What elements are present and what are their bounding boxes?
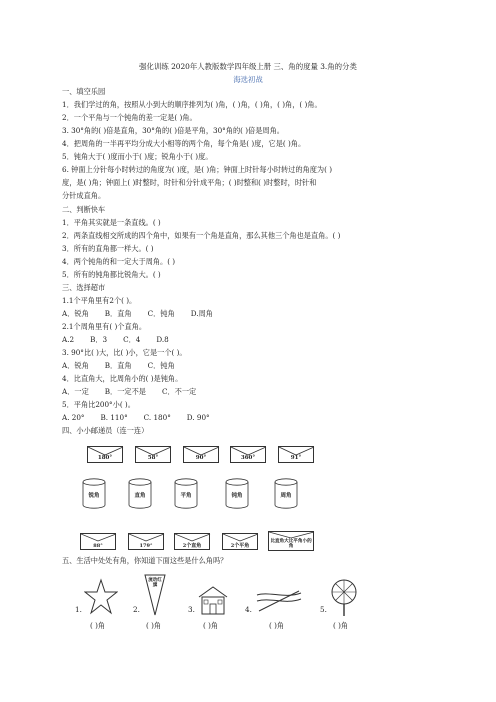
section2-heading: 二、判断快车 <box>62 205 106 214</box>
page-subtitle: 海选初战 <box>233 75 263 84</box>
s1-line-5: 5．钝角大于( )度而小于( )度；锐角小于( )度。 <box>62 152 213 161</box>
house-icon <box>197 585 229 615</box>
answer-blank-1[interactable]: ( )角 <box>90 621 106 630</box>
option-a: A．锐角 <box>62 309 89 318</box>
envelope-top-4: 360° <box>230 446 266 463</box>
s2-line-2: 2．两条直线相交所成的四个角中，如果有一个角是直角，那么其他三个角也是直角。( ) <box>62 231 341 240</box>
s3-q4: 4．比直角大，比周角小的( )是钝角。 <box>62 374 183 383</box>
option-a: A. 20° <box>62 413 85 422</box>
s1-line-4: 4．把周角的一半再平均分成大小相等的两个角，每个角是( )度，它是( )角。 <box>62 139 306 148</box>
answer-blank-5[interactable]: ( )角 <box>333 621 349 630</box>
option-b: B. 110° <box>100 413 128 422</box>
mailbox-2: 直角 <box>128 478 152 509</box>
option-c: C．钝角 <box>147 361 175 370</box>
answer-blank-4[interactable]: ( )角 <box>269 621 285 630</box>
envelope-bottom-3: 2个直角 <box>174 533 210 550</box>
s3-q3-options <box>62 361 191 371</box>
envelope-bottom-4: 2个平角 <box>222 533 258 550</box>
page-title: 强化训练 2020年人教版数学四年级上册 三、角的度量 3.角的分类 <box>139 62 357 71</box>
envelope-bottom-2: 179° <box>128 533 164 550</box>
envelope-top-5: 91° <box>278 446 314 463</box>
section3-heading: 三、选择超市 <box>62 283 106 292</box>
option-a: A．锐角 <box>62 361 89 370</box>
item-number-3: 3. <box>188 605 195 614</box>
star-icon <box>84 578 118 616</box>
section1-heading: 一、填空乐园 <box>62 87 106 96</box>
envelope-top-1: 180° <box>87 446 123 463</box>
mailbox-1: 锐角 <box>82 478 106 509</box>
s1-line-7: 度，是( )角；钟面上( )时整时，时针和分针成平角；( )时整和( )时整时，时针和 <box>62 178 317 187</box>
item-number-1: 1. <box>75 605 82 614</box>
s3-q1: 1.1个平角里有2个( )。 <box>62 296 137 305</box>
s1-line-3: 3. 30°角的( )倍是直角，30°角的( )倍是平角，30°角的( )倍是周角。 <box>62 126 284 135</box>
s2-line-1: 1．平角其实就是一条直线。( ) <box>62 218 161 227</box>
option-d: D.8 <box>156 335 169 344</box>
option-b: B．一定不是 <box>104 387 146 396</box>
mailbox-5: 周角 <box>274 478 298 509</box>
envelope-top-3: 90° <box>183 446 219 463</box>
s3-q3: 3. 90°比( )大，比( )小，它是一个( )。 <box>62 348 187 357</box>
option-c: C．不一定 <box>162 387 197 396</box>
s3-q5: 5．平角比200°小( )。 <box>62 400 135 409</box>
mailbox-3: 平角 <box>174 478 198 509</box>
answer-blank-2[interactable]: ( )角 <box>146 621 162 630</box>
fan-icon <box>330 578 358 618</box>
crossing-lines-icon <box>255 587 303 615</box>
option-b: B．直角 <box>104 361 132 370</box>
s1-line-8: 分针成直角。 <box>62 191 106 200</box>
option-d: D.周角 <box>190 309 213 318</box>
s2-line-3: 3．所有的直角都一样大。( ) <box>62 244 154 253</box>
s3-q1-options <box>62 309 229 319</box>
mailbox-4: 钝角 <box>225 478 249 509</box>
option-a: A．一定 <box>62 387 89 396</box>
option-c: C．钝角 <box>147 309 175 318</box>
option-c: C．4 <box>123 335 141 344</box>
option-b: B．3 <box>90 335 108 344</box>
item-number-4: 4. <box>245 605 252 614</box>
s2-line-4: 4．两个钝角的和一定大于周角。( ) <box>62 257 176 266</box>
s3-q2: 2.1个周角里有( )个直角。 <box>62 322 147 331</box>
flag-text: 流动红旗 <box>148 578 162 588</box>
option-c: C. 180° <box>143 413 171 422</box>
envelope-top-2: 58° <box>135 446 171 463</box>
answer-blank-3[interactable]: ( )角 <box>203 621 219 630</box>
s1-line-1: 1．我们学过的角，按照从小到大的顺序排列为( )角，( )角，( )角，( )角，( )角。 <box>62 100 322 109</box>
s2-line-5: 5．所有的钝角都比锐角大。( ) <box>62 270 161 279</box>
s1-line-6: 6. 钟面上分针每小时转过的角度为( )度，是( )角；钟面上时针每小时转过的角度为( ) <box>62 165 333 174</box>
option-d: D. 90° <box>186 413 210 422</box>
s3-q4-options <box>62 387 212 397</box>
s3-q2-options <box>62 335 185 345</box>
envelope-bottom-5: 比直角大比平角小的角 <box>268 531 314 551</box>
section4-heading: 四、小小邮递员（连一连） <box>62 426 149 435</box>
item-number-5: 5. <box>320 605 327 614</box>
s3-q5-options <box>62 413 226 422</box>
s1-line-2: 2．一个平角与一个钝角的差一定是( )角。 <box>62 113 197 122</box>
option-a: A.2 <box>62 335 75 344</box>
item-number-2: 2. <box>133 605 140 614</box>
envelope-bottom-1: 88° <box>80 533 116 550</box>
section5-heading: 五、生活中处处有角，你知道下面这些是什么角吗？ <box>62 556 228 565</box>
option-b: B．直角 <box>104 309 132 318</box>
